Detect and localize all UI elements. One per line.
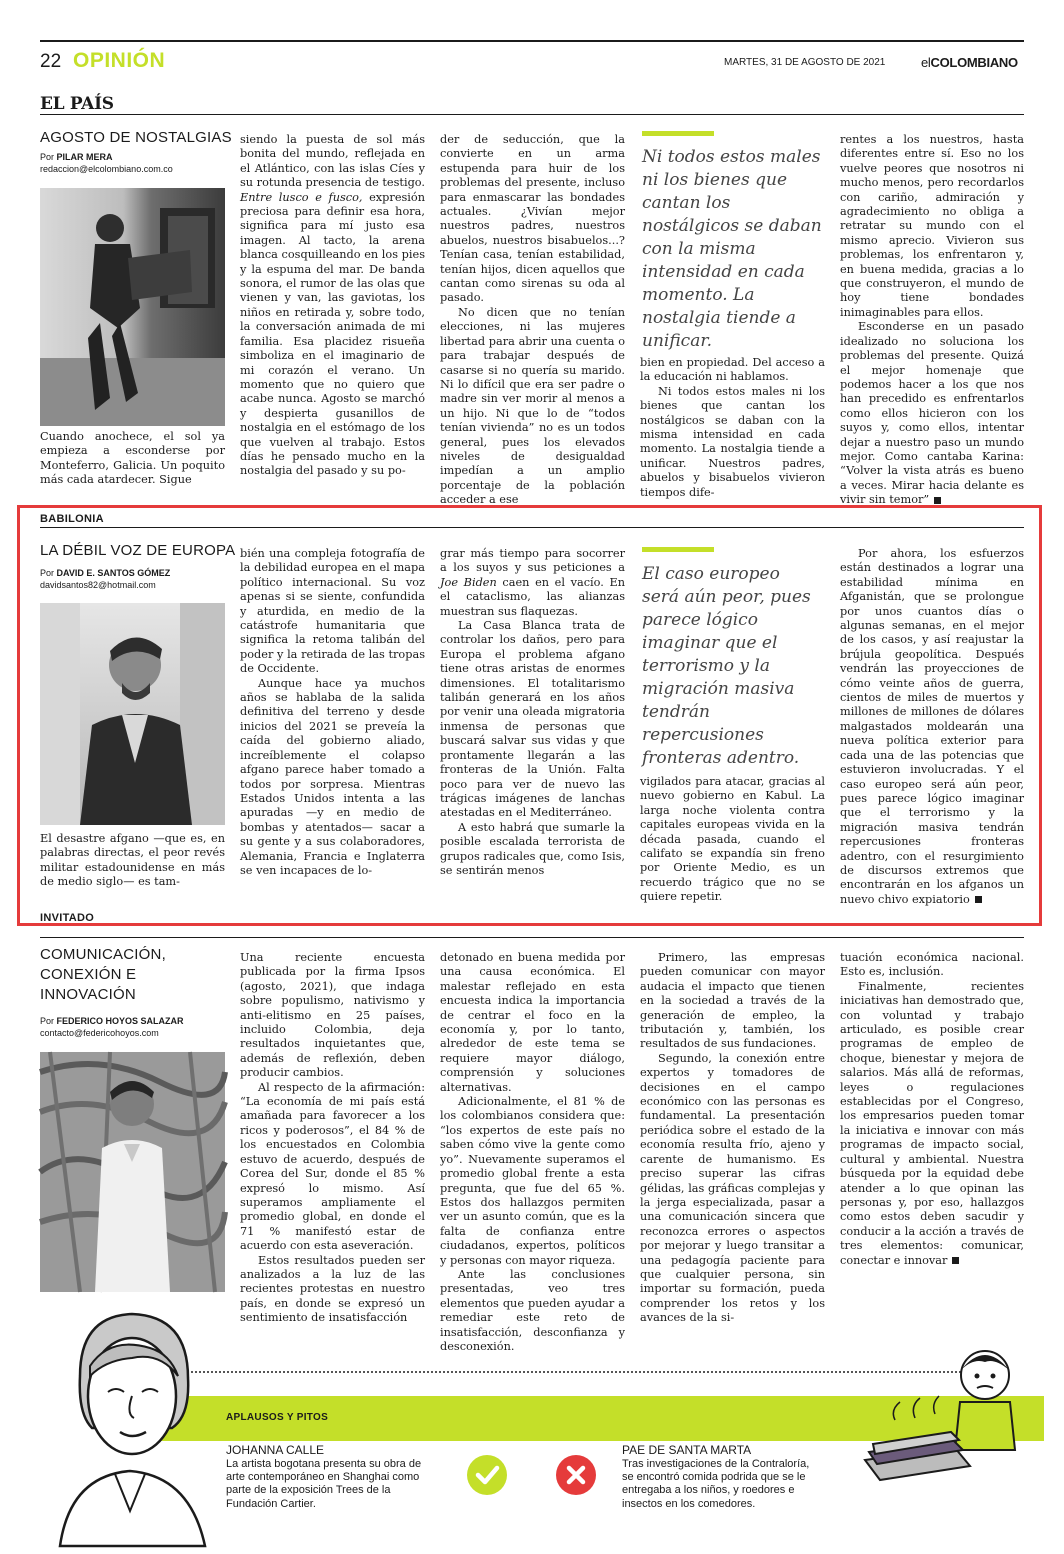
paragraph: No dicen que no tenían elecciones, ni las mujeres libertad para abrir una cuenta o para trabajar después de casarse si no quería su marido. Ni lo difícil que era ser padre o madre sin ver morir al menos a un hijo. Ni que lo de “todos tenían vivienda” no es un todos general, pues los elevados niveles de desigualdad impedían a un amplio porcentaje de la población acceder a ese xyxy=(440,305,625,507)
caricature-woman-icon xyxy=(40,1296,218,1546)
paragraph: tuación económica nacional. Esto es, inclusión. xyxy=(840,951,1024,979)
article-column-1 xyxy=(40,832,225,894)
emphasis: Entre lusco e fusco, xyxy=(240,190,363,204)
author-photo xyxy=(40,1052,225,1292)
article-column-5 xyxy=(840,133,1024,507)
paragraph xyxy=(440,547,625,619)
article-column-4 xyxy=(640,356,825,499)
paragraph: Aunque hace ya muchos años se hablaba de la salida definitiva del terreno y desde inicios del 2021 se preveía la caída del gobierno aliado, increíblemente el colapso afgano parece haber tomado a todos por sorpresa. Mientras Estados Unidos intenta a las apuradas —y en medio de bombas y atentados— sacar a su gente y a sus colaboradores, Alemania, Francia e Inglaterra se ven incapaces de lo- xyxy=(240,676,425,877)
paragraph: La Casa Blanca trata de controlar los daños, pero para Europa el problema afgano tiene otras aristas de enormes dimensiones. El totalitarismo talibán generará en los años por venir una oleada migratoria inmensa de personas que buscará salvar sus vidas y que prontamente llegarán a las fronteras de la Unión. Falta poco para ver de nuevo las trágicas imágenes de lanchas atestadas en el Mediterráneo. xyxy=(440,619,625,820)
portrait-illustration xyxy=(40,1052,225,1292)
section-label-babilonia: BABILONIA xyxy=(40,513,104,525)
text-run: Por ahora, los esfuerzos están destinados a lograr una estabilidad mínima en Afganistán, que se prolongue por unos cuantos días o algunas semanas, en el mejor de los casos, y así reajustar la brújula geopolítica. Después vendrán las proyecciones de cómo veinte años de guerra, cientos de miles de muertos y millones de millones de dólares malgastados moldearán una nueva política exterior para cada una de las potencias que estuvieron involucradas. Y el caso europeo será aún peor, pues parece lógico imaginar que el terrorismo y la migración masiva tendrán repercusiones fronteras adentro, con el resurgimiento de discursos extremos que encontrarán en los afganos un nuevo chivo expiatorio xyxy=(840,547,1024,906)
paragraph: Al respecto de la afirmación: “La economía de mi país está amañada para favorecer a los ricos y poderosos”, el 84 % de los encuestados en Colombia estuvo de acuerdo, después de Corea del Sur, donde el 85 % expresó lo mismo. Así superamos ampliamente el promedio global, en donde el 71 % manifestó estar de acuerdo con esta aseveración. xyxy=(240,1080,425,1253)
article-column-5 xyxy=(840,547,1024,906)
x-icon xyxy=(556,1455,596,1495)
paragraph xyxy=(840,980,1024,1268)
paragraph xyxy=(840,320,1024,507)
sandwich-icon xyxy=(845,1340,1030,1490)
pull-quote: El caso europeo será aún peor, pues parece lógico imaginar que el terrorismo y la migración masiva tendrán repercusiones fronteras adentro. xyxy=(642,564,811,768)
x-mark xyxy=(556,1455,596,1495)
statue-illustration xyxy=(40,188,225,426)
pito-text: Tras investigaciones de la Contraloría, se encontró comida podrida que se le entregaba a los niños, y roedores e insectos en los comedores. xyxy=(622,1458,810,1510)
author-name: FEDERICO HOYOS SALAZAR xyxy=(56,1016,184,1026)
end-mark xyxy=(975,896,982,903)
section-rule xyxy=(40,527,1024,528)
text-run: expresión preciosa para definir esa hora, significa para mí justo esa imagen. Al tacto, la arena blanca cosquilleando en los pies y la espuma del mar. De banda sonora, el rumor de las olas que vienen y van, las gaviotas, los niños en retirada y, sobre todo, la conversación animada de mi familia. Esa placidez risueña simboliza en el imaginario de mi corazón el verano. Un momento que no quiero que acabe nunca. Agosto se marchó y despierta gusanillos de nostalgia en el estómago de los que vuelven al trabajo. Estos días he pensado mucho en la nostalgia del pasado y su po- xyxy=(240,190,425,478)
emphasis: Joe Biden xyxy=(440,575,497,589)
article-column-3 xyxy=(440,133,625,507)
article-column-2 xyxy=(240,547,425,894)
article-column-4 xyxy=(640,775,825,904)
by-prefix: Por xyxy=(40,1016,55,1026)
byline xyxy=(40,152,113,163)
paragraph: Adicionalmente, el 81 % de los colombianos considera que: “los expertos de este país no saben cómo vive la gente como yo”. Nuevamente superamos el promedio global frente a esta pregunta, que fue del 65 %. Estos dos hallazgos permiten ver un asunto común, que es la falta de confianza entre ciudadanos, expertos, políticos y personas con mayor riqueza. xyxy=(440,1095,625,1267)
author-name: PILAR MERA xyxy=(56,152,113,162)
pito-name: PAE DE SANTA MARTA xyxy=(622,1443,752,1457)
end-mark xyxy=(934,497,941,504)
text-run: caen en el vacío. En el cataclismo, las alianzas muestran sus flaquezas. xyxy=(440,575,626,618)
byline xyxy=(40,1016,184,1027)
article-column-4 xyxy=(640,951,825,1354)
paragraph: bien en propiedad. Del acceso a la educación ni hablamos. xyxy=(640,356,825,384)
author-photo xyxy=(40,603,225,825)
by-prefix: Por xyxy=(40,152,55,162)
pull-quote-bar xyxy=(642,547,714,552)
text-run: Finalmente, recientes iniciativas han demostrado que, con voluntad y trabajo articulado, es posible crear programas de empleo de choque, bienestar y mejora de salarios. Más allá de reformas, leyes o regulaciones establecidas por el Congreso, los empresarios pueden tomar la iniciativa e innovar con más programas de impacto social, cultural y ambiental. Nuestra búsqueda por la equidad debe atender a lo que opinan las personas y, por eso, hallazgos como estos deben sacudir y conducir a la acción a través de tres elementos: comunicar, conectar e innovar xyxy=(840,979,1024,1267)
paragraph: Ante las conclusiones presentadas, veo tres elementos que pueden ayudar a remediar este reto de insatisfacción, desconfianza y desconexión. xyxy=(440,1267,625,1353)
author-email: redaccion@elcolombiano.com.co xyxy=(40,164,173,174)
statue-photo xyxy=(40,188,225,426)
article-column-2 xyxy=(240,133,425,493)
article-column-2 xyxy=(240,951,425,1354)
byline xyxy=(40,568,170,579)
column-title: COMUNICACIÓN, CONEXIÓN E INNOVACIÓN xyxy=(40,946,166,1003)
author-email: davidsantos82@hotmail.com xyxy=(40,580,156,590)
paragraph: Una reciente encuesta publicada por la firma Ipsos (agosto, 2021), que indaga sobre populismo, nativismo y anti-elitismo en 25 países, incluido Colombia, deja resultados inquietantes que, además de reflexión, deben producir cambios. xyxy=(240,951,425,1080)
article-column-1 xyxy=(40,430,225,490)
applause-text: La artista bogotana presenta su obra de arte contemporáneo en Shanghai como parte de la exposición Trees de la Fundación Cartier. xyxy=(226,1458,422,1510)
paragraph: El desastre afgano —que es, en palabras directas, el peor revés militar estadounidense en más de medio siglo— es tam- xyxy=(40,832,225,889)
paragraph: bién una compleja fotografía de la debilidad europea en el mapa político internacional. Su voz apenas si se siente, confundida y aturdida, en medio de la catástrofe humanitaria que significa la retoma talibán del poder y la retirada de las tropas de Occidente. xyxy=(240,547,425,676)
paragraph: vigilados para atacar, gracias al nuevo gobierno en Kabul. La larga noche violenta contra capitales europeas vivida en la década pasada, cuando el califato se expandía sin freno por Oriente Medio, es un recuerdo trágico que no se quiere repetir. xyxy=(640,775,825,904)
brand-name: COLOMBIANO xyxy=(930,55,1018,70)
paragraph: Ni todos estos males ni los bienes que cantan los nostálgicos se daban con la misma intensidad en cada momento. La nostalgia tiende a unificar. Nuestros padres, abuelos y bisabuelos vivieron tiempos dife- xyxy=(640,384,825,499)
section-title: OPINIÓN xyxy=(73,49,166,72)
column-title: LA DÉBIL VOZ DE EUROPA xyxy=(40,542,236,559)
check-mark xyxy=(467,1455,507,1495)
text-run: siendo la puesta de sol más bonita del mundo, reflejada en el Atlántico, con las islas Cíes y su rotunda presencia de testigo. xyxy=(240,133,425,190)
pull-quote: Ni todos estos males ni los bienes que cantan los nostálgicos se daban con la misma intensidad en cada momento. La nostalgia tiende a unificar. xyxy=(642,147,822,351)
text-run: grar más tiempo para socorrer a los suyos y sus peticiones a xyxy=(440,547,625,575)
paragraph xyxy=(840,547,1024,907)
paragraph xyxy=(240,133,425,479)
author-name: DAVID E. SANTOS GÓMEZ xyxy=(56,568,171,578)
paragraph: Segundo, la conexión entre expertos y tomadores de decisiones en el campo económico con las personas es fundamental. La presentación periódica sobre el estado de la economía resulta frío, ajeno y carente de humanismo. Es preciso superar las cifras gélidas, las gráficas complejas y la jerga especializada, pasar a una comunicación sincera que reconozca errores o aspectos por mejorar y luego transitar a una pedagogía paciente para que cualquier persona, sin importar su formación, pueda comprender los retos y los avances de la si- xyxy=(640,1051,825,1325)
section-rule xyxy=(40,114,1024,115)
pull-quote-bar xyxy=(642,131,714,136)
article-column-3 xyxy=(440,951,625,1354)
paragraph: Cuando anochece, el sol ya empieza a esconderse por Monteferro, Galicia. Un poquito más cada atardecer. Sigue xyxy=(40,430,225,487)
page-number: 22 xyxy=(40,51,62,72)
caricature-johanna xyxy=(40,1296,218,1546)
by-prefix: Por xyxy=(40,568,55,578)
paragraph: A esto habrá que sumarle la posible escalada terrorista de grupos radicales que, como Isis, se sentirán menos xyxy=(440,820,625,877)
author-email: contacto@federicohoyos.com xyxy=(40,1028,159,1038)
aplausos-header: APLAUSOS Y PITOS xyxy=(226,1412,329,1423)
applause-name: JOHANNA CALLE xyxy=(226,1443,325,1457)
article-column-5 xyxy=(840,951,1024,1267)
section-label-invitado: INVITADO xyxy=(40,912,95,924)
column-title: AGOSTO DE NOSTALGIAS xyxy=(40,129,232,146)
rotten-food-illustration xyxy=(845,1340,1030,1490)
portrait-illustration xyxy=(40,603,225,825)
check-icon xyxy=(467,1455,507,1495)
paragraph: detonado en buena medida por una causa económica. El malestar reflejado en esta encuesta indica la importancia de centrar el foco en la economía y, por lo tanto, alrededor de este tema se requiere mayor diálogo, comprensión y soluciones alternativas. xyxy=(440,951,625,1094)
top-rule xyxy=(40,40,1024,42)
article-column-3 xyxy=(440,547,625,894)
section-label-el-pais: EL PAÍS xyxy=(40,94,114,114)
end-mark xyxy=(952,1257,959,1264)
section-rule xyxy=(40,937,1024,938)
issue-date: MARTES, 31 DE AGOSTO DE 2021 xyxy=(724,57,886,68)
brand-logo xyxy=(921,55,1018,70)
paragraph: Estos resultados pueden ser analizados a la luz de las recientes protestas en nuestro país, en donde se expresó un sentimiento de insatisfacción xyxy=(240,1253,425,1325)
text-run: Esconderse en un pasado idealizado no soluciona los problemas del presente. Quizá el mejor homenaje que podemos hacer a los que nos han precedido es enfrentarlos como ellos hicieron con los suyos y, como ellos, intentar dejar a nuestro paso un mundo mejor. Como cantaba Karina: “Volver la vista atrás es bueno a veces. Mirar hacia delante es vivir sin temor” xyxy=(840,320,1024,507)
paragraph: Primero, las empresas pueden comunicar con mayor audacia el impacto que tienen en la sociedad a través de la generación de empleo, la tributación y, también, los resultados de sus fundaciones. xyxy=(640,951,825,1051)
brand-prefix: el xyxy=(921,55,931,70)
paragraph: rentes a los nuestros, hasta diferentes entre sí. Eso no los vuelve peores que nosotros ni mucho menos, pero recordarlos con cariño, admiración y agradecimiento no obliga a retratar su mundo con el mismo aprecio. Vivieron sus problemas, los enfrentaron y, en buena medida, gracias a lo que construyeron, el mundo de hoy tiene bondades inimaginables para ellos. xyxy=(840,133,1024,319)
paragraph: der de seducción, que la convierte en un arma estupenda para huir de los problemas del presente, incluso para enmascarar las bondades actuales. ¿Vivían mejor nuestros padres, nuestros abuelos, nuestros bisabuelos...? Tenían casa, tenían estabilidad, tenían hijos, dicen aquellos que cantan como sirenas su oda al pasado. xyxy=(440,133,625,305)
